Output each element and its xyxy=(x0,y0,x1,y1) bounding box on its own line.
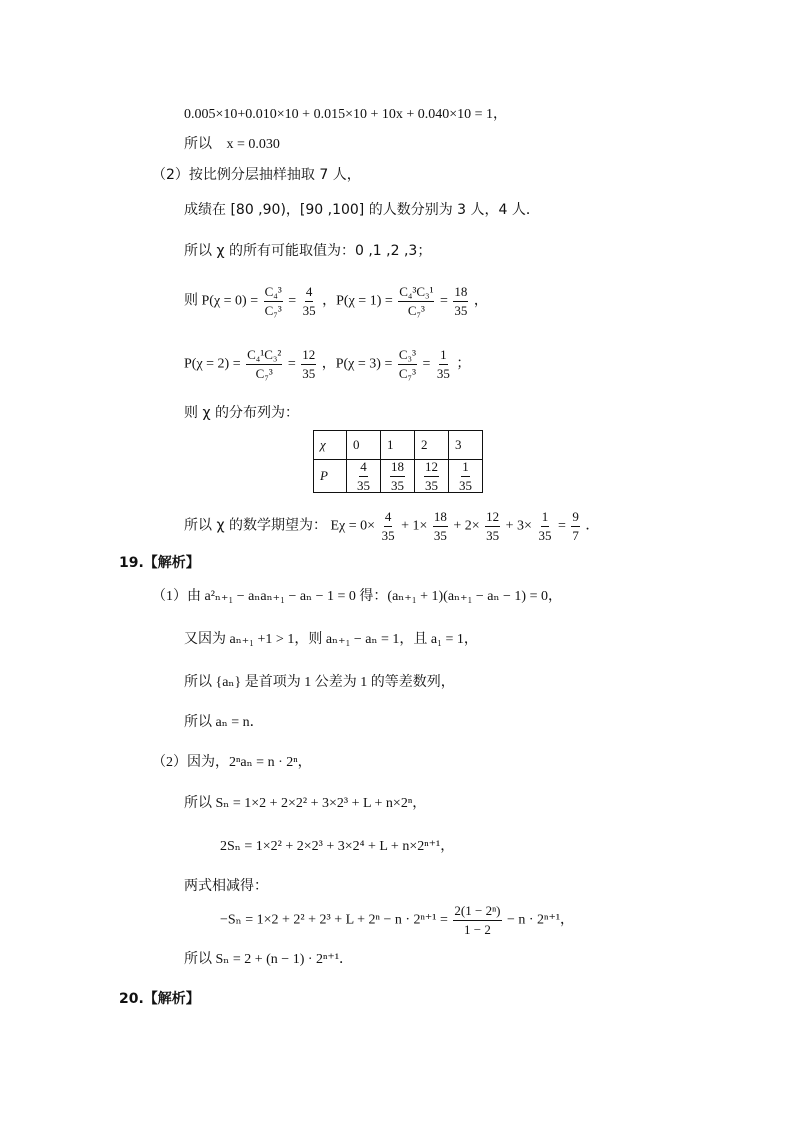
equals-sign: = xyxy=(287,356,296,372)
p1-den: C₇³ xyxy=(407,302,425,318)
p1-combination-fraction xyxy=(398,285,434,317)
fraction-den: 35 xyxy=(433,527,447,543)
p3-value-num: 1 xyxy=(439,348,448,365)
fraction-num: 18 xyxy=(433,510,448,527)
p3-prefix: ，P(χ = 3) = xyxy=(321,356,393,372)
fraction-num: 9 xyxy=(571,510,580,527)
p2-prefix: P(χ = 2) = xyxy=(184,356,241,372)
expectation-lhs: Eχ = 0× xyxy=(330,518,376,534)
table-cell: 3 xyxy=(449,431,483,460)
table-fraction xyxy=(458,460,473,492)
distribution-label: 则 χ 的分布列为： xyxy=(184,405,299,421)
part2-line3: 所以 χ 的所有可能取值为：0 ,1 ,2 ,3； xyxy=(184,243,432,259)
prob-line-1: 则 P(χ = 0) = $\frac{\text{C₄³}}{\text{C₇³}}$ = $\frac{4}{35}$ ，P(χ = 1) = $\frac{\text{C₄³C₃¹}}{\text{C₇³}}$ = $\frac{18}{35}$ ， xyxy=(184,284,488,318)
p1-value-den: 35 xyxy=(454,302,468,318)
equals-sign: = xyxy=(422,356,431,372)
table-fraction xyxy=(356,460,371,492)
table-fraction xyxy=(424,460,439,492)
fraction-num: 18 xyxy=(390,460,405,477)
q19-line-4: 所以 aₙ = n． xyxy=(184,715,264,730)
expectation-prefix: 所以 χ 的数学期望为： xyxy=(184,517,327,534)
p2-combination-fraction xyxy=(246,348,282,380)
p0-den: C₇³ xyxy=(264,302,282,318)
p0-num: C₄³ xyxy=(264,285,283,302)
conclusion-line-x xyxy=(184,137,280,152)
p1-value-fraction xyxy=(453,285,468,317)
prob-line-2: P(χ = 2) = $\frac{\text{C₄¹C₃²}}{\text{C₇³}}$ = $\frac{12}{35}$ ，P(χ = 3) = $\frac{\text{C₃³}}{\text{C₇³}}$ = $\frac{1}{35}$ ； xyxy=(184,347,471,381)
table-cell xyxy=(449,460,483,493)
e-term-fraction xyxy=(537,510,552,542)
p0-value-num: 4 xyxy=(305,285,314,302)
e-result-fraction xyxy=(571,510,580,542)
q19-line-5: （2）因为，2ⁿaₙ = n · 2ⁿ， xyxy=(152,755,312,770)
fraction-den: 35 xyxy=(486,527,500,543)
math-x-value: x = 0.030 xyxy=(226,137,280,152)
subtract-lhs: −Sₙ = 1×2 + 2² + 2³ + L + 2ⁿ − n · 2ⁿ⁺¹ = xyxy=(220,912,448,928)
fraction-den: 35 xyxy=(538,527,552,543)
equals-sign: = xyxy=(288,293,297,309)
question-20-heading: 20.【解析】 xyxy=(119,991,200,1007)
fraction-num: 12 xyxy=(485,510,500,527)
part2-line2: 成绩在 [80 ,90)，[90 ,100] 的人数分别为 3 人，4 人． xyxy=(184,202,540,218)
q19-line-6: 所以 Sₙ = 1×2 + 2×2² + 3×2³ + L + n×2ⁿ， xyxy=(184,796,427,811)
fraction-num: 1 xyxy=(461,460,470,477)
distribution-table xyxy=(313,430,483,493)
q19-line-3: 所以 {aₙ} 是首项为 1 公差为 1 的等差数列， xyxy=(184,675,455,690)
geometric-sum-fraction xyxy=(453,904,501,936)
table-cell: 1 xyxy=(381,431,415,460)
equals-sign: = xyxy=(439,293,448,309)
equation-line-1: 0.005×10+0.010×10 + 0.015×10 + 10x + 0.040×10 = 1， xyxy=(184,107,508,122)
operator: + 3× xyxy=(505,518,532,534)
fraction-den: 1 − 2 xyxy=(464,921,491,937)
table-cell: P xyxy=(314,460,347,493)
fraction-den: 35 xyxy=(425,477,438,493)
table-row xyxy=(314,460,483,493)
q19-line-2: 又因为 aₙ₊₁ +1 > 1，则 aₙ₊₁ − aₙ = 1，且 a₁ = 1， xyxy=(184,632,478,647)
text-prefix: 所以 xyxy=(184,136,212,152)
operator: = xyxy=(557,518,566,534)
q19-line-1: （1）由 a²ₙ₊₁ − aₙaₙ₊₁ − aₙ − 1 = 0 得：(aₙ₊₁ + 1)(aₙ₊₁ − aₙ − 1) = 0， xyxy=(152,589,562,604)
fraction-den: 35 xyxy=(381,527,395,543)
operator: + 1× xyxy=(401,518,428,534)
q19-line-7: 2Sₙ = 1×2² + 2×2³ + 3×2⁴ + L + n×2ⁿ⁺¹， xyxy=(220,839,455,854)
p1-value-num: 18 xyxy=(453,285,468,302)
table-fraction xyxy=(390,460,405,492)
subtract-rhs: − n · 2ⁿ⁺¹， xyxy=(507,912,575,928)
fraction-num: 4 xyxy=(359,460,368,477)
p3-num: C₃³ xyxy=(398,348,417,365)
e-term-fraction xyxy=(485,510,500,542)
fraction-den: 35 xyxy=(391,477,404,493)
q19-line-10: 所以 Sₙ = 2 + (n − 1) · 2ⁿ⁺¹． xyxy=(184,952,354,967)
p3-combination-fraction xyxy=(398,348,417,380)
table-cell xyxy=(381,460,415,493)
part2-header: （2）按比例分层抽样抽取 7 人， xyxy=(152,167,361,183)
fraction-den: 7 xyxy=(572,527,579,543)
fraction-num: 12 xyxy=(424,460,439,477)
p0-value-fraction xyxy=(302,285,317,317)
table-cell xyxy=(347,460,381,493)
p0-prefix: 则 P(χ = 0) = xyxy=(184,293,259,309)
p0-value-den: 35 xyxy=(302,302,316,318)
p2-value-fraction xyxy=(301,348,316,380)
e-term-fraction xyxy=(433,510,448,542)
p3-value-den: 35 xyxy=(436,365,450,381)
p2-value-num: 12 xyxy=(301,348,316,365)
fraction-den: 35 xyxy=(459,477,472,493)
p3-value-fraction xyxy=(436,348,451,380)
fraction-num: 4 xyxy=(384,510,393,527)
question-19-heading: 19.【解析】 xyxy=(119,555,200,571)
e-term-fraction xyxy=(381,510,396,542)
table-row xyxy=(314,431,483,460)
table-cell xyxy=(415,460,449,493)
fraction-den: 35 xyxy=(357,477,370,493)
fraction-num: 1 xyxy=(541,510,550,527)
p3-den: C₇³ xyxy=(398,365,416,381)
table-cell: χ xyxy=(314,431,347,460)
p2-value-den: 35 xyxy=(302,365,316,381)
expectation-line: 所以 χ 的数学期望为： Eχ = 0× $\frac{4}{35}$ + 1× $\frac{18}{35}$ + 2× $\frac{12}{35}$ + 3× $\frac{1}{35}$ = $\frac{9}{7}$ ． xyxy=(184,509,600,543)
table-cell: 0 xyxy=(347,431,381,460)
p1-num: C₄³C₃¹ xyxy=(398,285,434,302)
p0-combination-fraction xyxy=(264,285,283,317)
p2-num: C₄¹C₃² xyxy=(246,348,282,365)
operator: + 2× xyxy=(453,518,480,534)
table-cell: 2 xyxy=(415,431,449,460)
q19-line-9 xyxy=(220,904,574,936)
fraction-num: 2(1 − 2ⁿ) xyxy=(453,904,501,921)
q19-line-8: 两式相减得： xyxy=(184,878,268,894)
p1-prefix: ，P(χ = 1) = xyxy=(322,293,393,309)
p2-den: C₇³ xyxy=(255,365,273,381)
